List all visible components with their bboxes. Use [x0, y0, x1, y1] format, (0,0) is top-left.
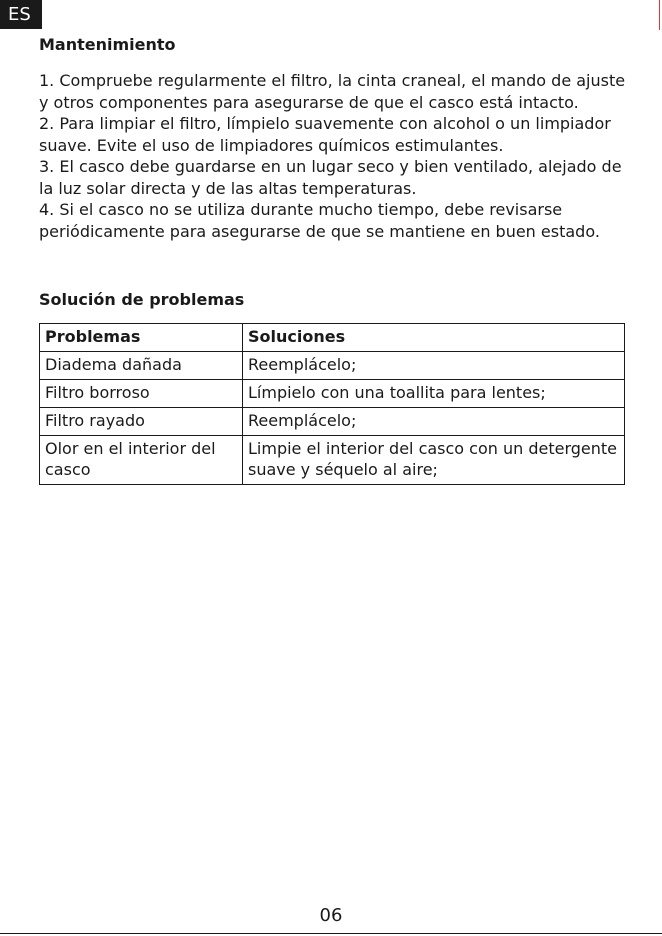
problem-cell: Filtro borroso — [40, 380, 243, 408]
column-header-problems: Problemas — [40, 324, 243, 352]
language-tab: ES — [0, 0, 42, 29]
troubleshooting-table — [39, 323, 625, 485]
bottom-divider — [0, 933, 662, 934]
maintenance-step-2: 2. Para limpiar el filtro, límpielo suavemente con alcohol o un limpiador suave. Evite el uso de limpiadores químicos estimulantes. — [39, 114, 611, 155]
table-row — [40, 380, 625, 408]
maintenance-title: Mantenimiento — [39, 35, 176, 54]
table-row — [40, 352, 625, 380]
maintenance-step-3: 3. El casco debe guardarse en un lugar seco y bien ventilado, alejado de la luz solar directa y de las altas temperaturas. — [39, 157, 622, 198]
solution-cell: Reemplácelo; — [243, 352, 625, 380]
troubleshooting-title: Solución de problemas — [39, 290, 245, 309]
table-row — [40, 436, 625, 485]
edge-mark — [659, 0, 660, 30]
problem-cell: Olor en el interior del casco — [40, 436, 243, 485]
problem-cell: Filtro rayado — [40, 408, 243, 436]
column-header-solutions: Soluciones — [243, 324, 625, 352]
solution-cell: Límpielo con una toallita para lentes; — [243, 380, 625, 408]
maintenance-step-4: 4. Si el casco no se utiliza durante mucho tiempo, debe revisarse periódicamente para asegurarse de que se mantiene en buen estado. — [39, 200, 600, 241]
maintenance-step-1: 1. Compruebe regularmente el filtro, la cinta craneal, el mando de ajuste y otros componentes para asegurarse de que el casco está intacto. — [39, 71, 626, 112]
problem-cell: Diadema dañada — [40, 352, 243, 380]
solution-cell: Reemplácelo; — [243, 408, 625, 436]
page-number: 06 — [319, 905, 343, 926]
maintenance-steps — [39, 70, 639, 242]
table-header-row — [40, 324, 625, 352]
solution-cell: Limpie el interior del casco con un detergente suave y séquelo al aire; — [243, 436, 625, 485]
table-row — [40, 408, 625, 436]
